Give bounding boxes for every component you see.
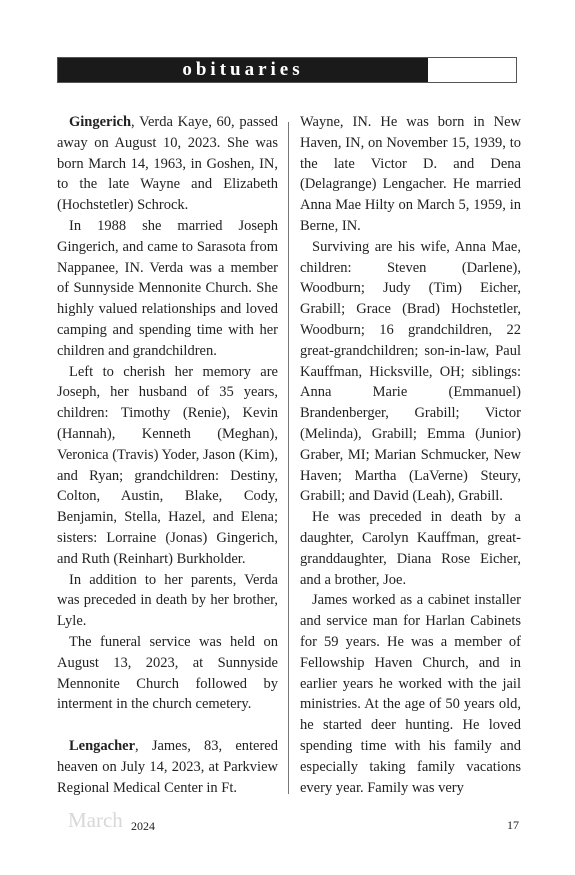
obituary-paragraph: In 1988 she married Joseph Gingerich, and came to Sarasota from Nappanee, IN. Verda was a member of Sunnyside Mennonite Church. She highly valued relationships and loved camping and spending time with her children and grandchildren.: [57, 217, 278, 359]
section-title: obituaries: [58, 58, 428, 82]
section-header: [57, 57, 517, 83]
obituary-surname: Gingerich: [69, 114, 132, 130]
obituary-paragraph: He was preceded in death by a daughter, Carolyn Kauffman, great-granddaughter, Diana Rose Eicher, and a brother, Joe.: [300, 509, 521, 588]
obituary-paragraph: [57, 736, 278, 798]
column-divider: [288, 122, 289, 794]
obituary-paragraph: Surviving are his wife, Anna Mae, children: Steven (Darlene), Woodburn; Judy (Tim) Eicher, Grabill; Grace (Brad) Hochstetler, Woodburn; 16 grandchildren, 22 great-grandchildren; son-in-law, Paul Kauffman, Hicksville, OH; siblings: Anna Marie (Emmanuel) Brandenberger, Grabill; Victor (Melinda), Grabill; Emma (Junior) Graber, MI; Marian Schmucker, New Haven; Martha (LaVerne) Steury, Grabill; and David (Leah), Grabill.: [300, 238, 521, 505]
left-column: [57, 112, 278, 799]
obituary-surname: Lengacher: [69, 738, 136, 755]
obituary-paragraph: Wayne, IN. He was born in New Haven, IN, on November 15, 1939, to the late Victor D. and Dena (Delagrange) Lengacher. He married Anna Mae Hilty on March 5, 1959, in Berne, IN.: [300, 114, 521, 234]
obituary-paragraph: James worked as a cabinet installer and service man for Harlan Cabinets for 59 years. He was a member of Fellowship Haven Church, and in earlier years he worked with the jail ministries. At the age of 50 years old, he started deer hunting. He loved spending time with his family and especially taking family vacations every year. Family was very: [300, 592, 521, 796]
footer-month: March: [68, 808, 123, 832]
page-number: 17: [507, 818, 519, 832]
obituary-paragraph: In addition to her parents, Verda was preceded in death by her brother, Lyle.: [57, 571, 278, 630]
obituary-paragraph: [57, 112, 278, 216]
right-column: [300, 112, 521, 798]
obituary-text: , James, 83, entered heaven on July 14, 2023, at Parkview Regional Medical Center in Ft.: [57, 738, 278, 796]
footer-year: 2024: [131, 819, 155, 833]
obituary-paragraph: The funeral service was held on August 13, 2023, at Sunnyside Mennonite Church followed by interment in the church cemetery.: [57, 633, 278, 713]
obituary-text: , Verda Kaye, 60, passed away on August 10, 2023. She was born March 14, 1963, in Goshen, IN, to the late Wayne and Elizabeth (Hochstetler) Schrock.: [57, 114, 278, 214]
obituary-paragraph: Left to cherish her memory are Joseph, her husband of 35 years, children: Timothy (Renie), Kevin (Hannah), Kenneth (Meghan), Veronica (Travis) Yoder, Jason (Kim), and Ryan; grandchildren: Destiny, Colton, Austin, Blake, Cody, Benjamin, Stella, Hazel, and Elena; sisters: Lorraine (Jonas) Gingerich, and Ruth (Reinhart) Burkholder.: [57, 363, 278, 567]
